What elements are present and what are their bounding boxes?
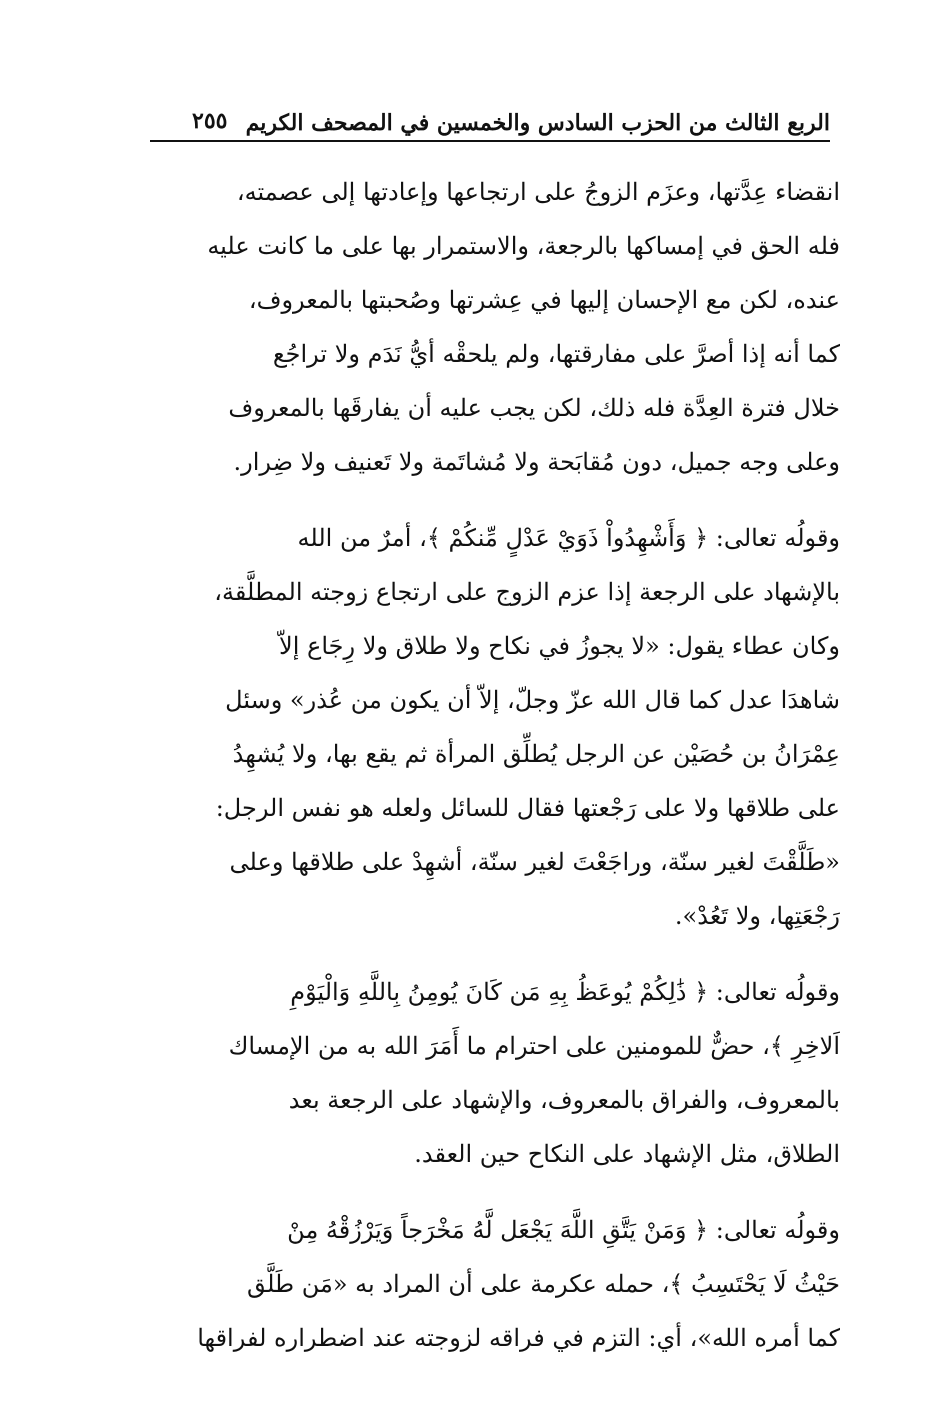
text-line: وقولُه تعالى: ﴿ وَمَنْ يَتَّقِ اللَّهَ يَجْعَل لَّهُ مَخْرَجاً وَيَرْزُقْهُ مِنْ xyxy=(287,1216,840,1244)
paragraph xyxy=(130,165,840,489)
text-line: فله الحق في إمساكها بالرجعة، والاستمرار بها على ما كانت عليه xyxy=(207,232,840,260)
page-number: ٢٥٥ xyxy=(192,108,228,134)
text-line: اَلاخِرِ ﴾، حضٌّ للمومنين على احترام ما أَمَرَ الله به من الإمساك xyxy=(228,1032,840,1060)
body-text xyxy=(130,165,840,1365)
running-title: الربع الثالث من الحزب السادس والخمسين في المصحف الكريم xyxy=(245,110,830,136)
text-line: وكان عطاء يقول: «لا يجوزُ في نكاح ولا طلاق ولا رِجَاع إلاّ xyxy=(279,632,840,660)
paragraph xyxy=(130,965,840,1181)
page-header xyxy=(150,100,830,142)
text-line: بالإشهاد على الرجعة إذا عزم الزوج على ارتجاع زوجته المطلَّقة، xyxy=(214,578,840,606)
text-line: خلال فترة العِدَّة فله ذلك، لكن يجب عليه أن يفارقَها بالمعروف xyxy=(228,394,840,422)
text-line: «طَلَّقْتَ لغير سنّة، وراجَعْتَ لغير سنّة، أشهِدْ على طلاقها وعلى xyxy=(229,848,840,876)
text-line: بالمعروف، والفراق بالمعروف، والإشهاد على الرجعة بعد xyxy=(288,1086,840,1114)
text-line: انقضاء عِدَّتها، وعزَم الزوجُ على ارتجاعها وإعادتها إلى عصمته، xyxy=(236,178,840,206)
text-line: وقولُه تعالى: ﴿ وَأَشْهِدُواْ ذَوَيْ عَدْلٍ مِّنكُمْ ﴾، أمرٌ من الله xyxy=(297,524,840,552)
text-line: عِمْرَانُ بن حُصَيْن عن الرجل يُطلِّق المرأة ثم يقع بها، ولا يُشهِدُ xyxy=(232,740,840,768)
text-line: حَيْثُ لَا يَحْتَسِبُ ﴾، حمله عكرمة على أن المراد به «مَن طَلَّق xyxy=(247,1270,840,1298)
text-line: رَجْعَتِها، ولا تَعُدْ». xyxy=(674,902,840,930)
text-line: شاهدَا عدل كما قال الله عزّ وجلّ، إلاّ أن يكون من عُذر» وسئل xyxy=(225,686,840,714)
text-line: وقولُه تعالى: ﴿ ذَٰلِكُمْ يُوعَظُ بِهِ مَن كَانَ يُومِنُ بِاللَّهِ وَالْيَوْمِ xyxy=(290,978,840,1006)
text-line: على طلاقها ولا على رَجْعتها فقال للسائل ولعله هو نفس الرجل: xyxy=(215,794,840,822)
text-line: كما أنه إذا أصرَّ على مفارقتها، ولم يلحقْه أيُّ نَدَم ولا تراجُع xyxy=(272,340,840,368)
text-line: كما أمره الله»، أي: التزم في فراقه لزوجته عند اضطراره لفراقها xyxy=(197,1324,840,1352)
paragraph xyxy=(130,1203,840,1365)
text-line: الطلاق، مثل الإشهاد على النكاح حين العقد. xyxy=(414,1140,840,1168)
text-line: وعلى وجه جميل، دون مُقابَحة ولا مُشاتَمة ولا تَعنيف ولا ضِرار. xyxy=(233,448,840,476)
paragraph xyxy=(130,511,840,943)
text-line: عنده، لكن مع الإحسان إليها في عِشرتها وصُحبتها بالمعروف، xyxy=(248,286,840,314)
